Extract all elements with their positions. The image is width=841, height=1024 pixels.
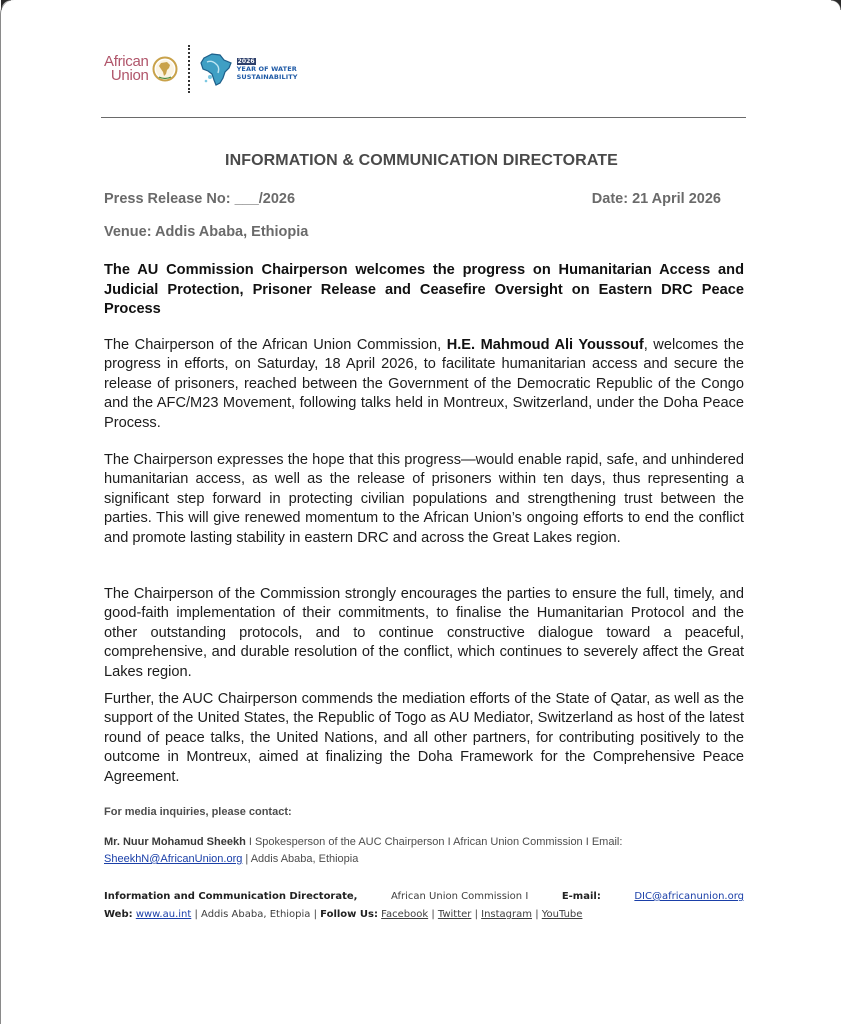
media-inquiries-label: For media inquiries, please contact:: [104, 806, 292, 818]
water-logo-line2: SUSTAINABILITY: [236, 73, 298, 81]
press-release-headline: The AU Commission Chairperson welcomes the progress on Humanitarian Access and Judicial Protection, Prisoner Release and Ceasefire Oversight on Eastern DRC Peace Process: [104, 262, 744, 318]
spokesperson-details: I Spokesperson of the AUC Chairperson I African Union Commission I Email:: [245, 836, 623, 848]
press-release-date: Date: 21 April 2026: [591, 191, 721, 207]
footer-email-link[interactable]: DIC@africanunion.org: [634, 891, 744, 902]
water-logo-text: [237, 57, 298, 81]
footer-email-label: E-mail:: [561, 891, 601, 902]
header-divider: [101, 117, 746, 118]
au-emblem-icon: [152, 56, 178, 82]
footer-location: | Addis Ababa, Ethiopia |: [191, 909, 321, 920]
window-corner-right: [831, 0, 841, 10]
spokesperson-name: Mr. Nuur Mohamud Sheekh: [104, 836, 246, 848]
africa-water-map-icon: [198, 50, 234, 88]
footer-org-name: Information and Communication Directorate,: [104, 891, 358, 902]
social-link-youtube[interactable]: YouTube: [541, 909, 583, 920]
water-logo-year: 2026: [237, 58, 255, 65]
social-link-instagram[interactable]: Instagram: [481, 909, 533, 920]
press-release-number: Press Release No: ___/2026: [104, 191, 296, 207]
footer-contact: [104, 888, 744, 924]
directorate-title: INFORMATION & COMMUNICATION DIRECTORATE: [225, 152, 618, 169]
footer-org-rest: African Union Commission I: [391, 891, 529, 902]
au-wordmark: [104, 55, 149, 83]
paragraph-text: The Chairperson of the African Union Commission,: [104, 337, 447, 353]
spokesperson-email-link[interactable]: SheekhN@AfricanUnion.org: [104, 853, 243, 865]
au-wordmark-line1: African: [104, 53, 149, 70]
footer-follow-label: Follow Us:: [320, 909, 378, 920]
header-logos: [104, 44, 298, 94]
body-paragraph-3: The Chairperson of the Commission strongly encourages the parties to ensure the full, timely, and good-faith implementation of their commitments, to finalise the Humanitarian Protocol and the other outstanding protocols, and to continue constructive dialogue toward a peaceful, comprehensive, and durable resolution of the conflict, which continues to severely affect the Great Lakes region.: [104, 586, 744, 680]
footer-web-link[interactable]: www.au.int: [135, 909, 192, 920]
body-paragraph-2: The Chairperson expresses the hope that this progress—would enable rapid, safe, and unhindered humanitarian access, as well as the release of prisoners within ten days, thus representing a significant step forward in protecting civilian populations and strengthening trust between the parties. This will give renewed momentum to the African Union’s ongoing efforts to end the conflict and promote lasting stability in eastern DRC and across the Great Lakes region.: [104, 452, 744, 546]
footer-line-1: [104, 888, 744, 906]
press-release-venue: Venue: Addis Ababa, Ethiopia: [104, 224, 309, 240]
footer-line-2: [104, 906, 744, 924]
water-logo-line1: YEAR OF WATER: [236, 65, 297, 73]
window-corner-left: [1, 0, 11, 10]
body-paragraph-4: Further, the AUC Chairperson commends the mediation efforts of the State of Qatar, as well as the support of the United States, the Republic of Togo as AU Mediator, Switzerland as host of the latest round of peace talks, the United Nations, and all other partners, for contributing positively to the outcome in Montreux, aimed at finalizing the Doha Framework for the Comprehensive Peace Agreement.: [104, 691, 744, 785]
year-of-water-logo: [198, 50, 298, 88]
spokesperson-contact: [104, 834, 744, 868]
body-paragraph-1: [104, 336, 744, 433]
press-release-meta: [104, 191, 721, 207]
footer-web-label: Web:: [104, 909, 133, 920]
spokesperson-location: | Addis Ababa, Ethiopia: [242, 853, 359, 865]
au-wordmark-line2: Union: [110, 67, 149, 84]
social-link-twitter[interactable]: Twitter: [437, 909, 472, 920]
african-union-logo: [104, 55, 178, 83]
footer-separator: |: [428, 909, 438, 920]
chairperson-name: H.E. Mahmoud Ali Youssouf: [446, 337, 644, 353]
footer-separator: |: [532, 909, 542, 920]
paragraph-text: , welcomes the progress in efforts, on Saturday, 18 April 2026, to facilitate humanitarian access and secure the release of prisoners, reached between the Government of the Democratic Republic of the Congo and the AFC/M23 Movement, following talks held in Montreux, Switzerland, under the Doha Peace Process.: [104, 337, 744, 431]
social-link-facebook[interactable]: Facebook: [381, 909, 429, 920]
footer-separator: |: [471, 909, 482, 920]
logo-divider: [188, 45, 190, 93]
